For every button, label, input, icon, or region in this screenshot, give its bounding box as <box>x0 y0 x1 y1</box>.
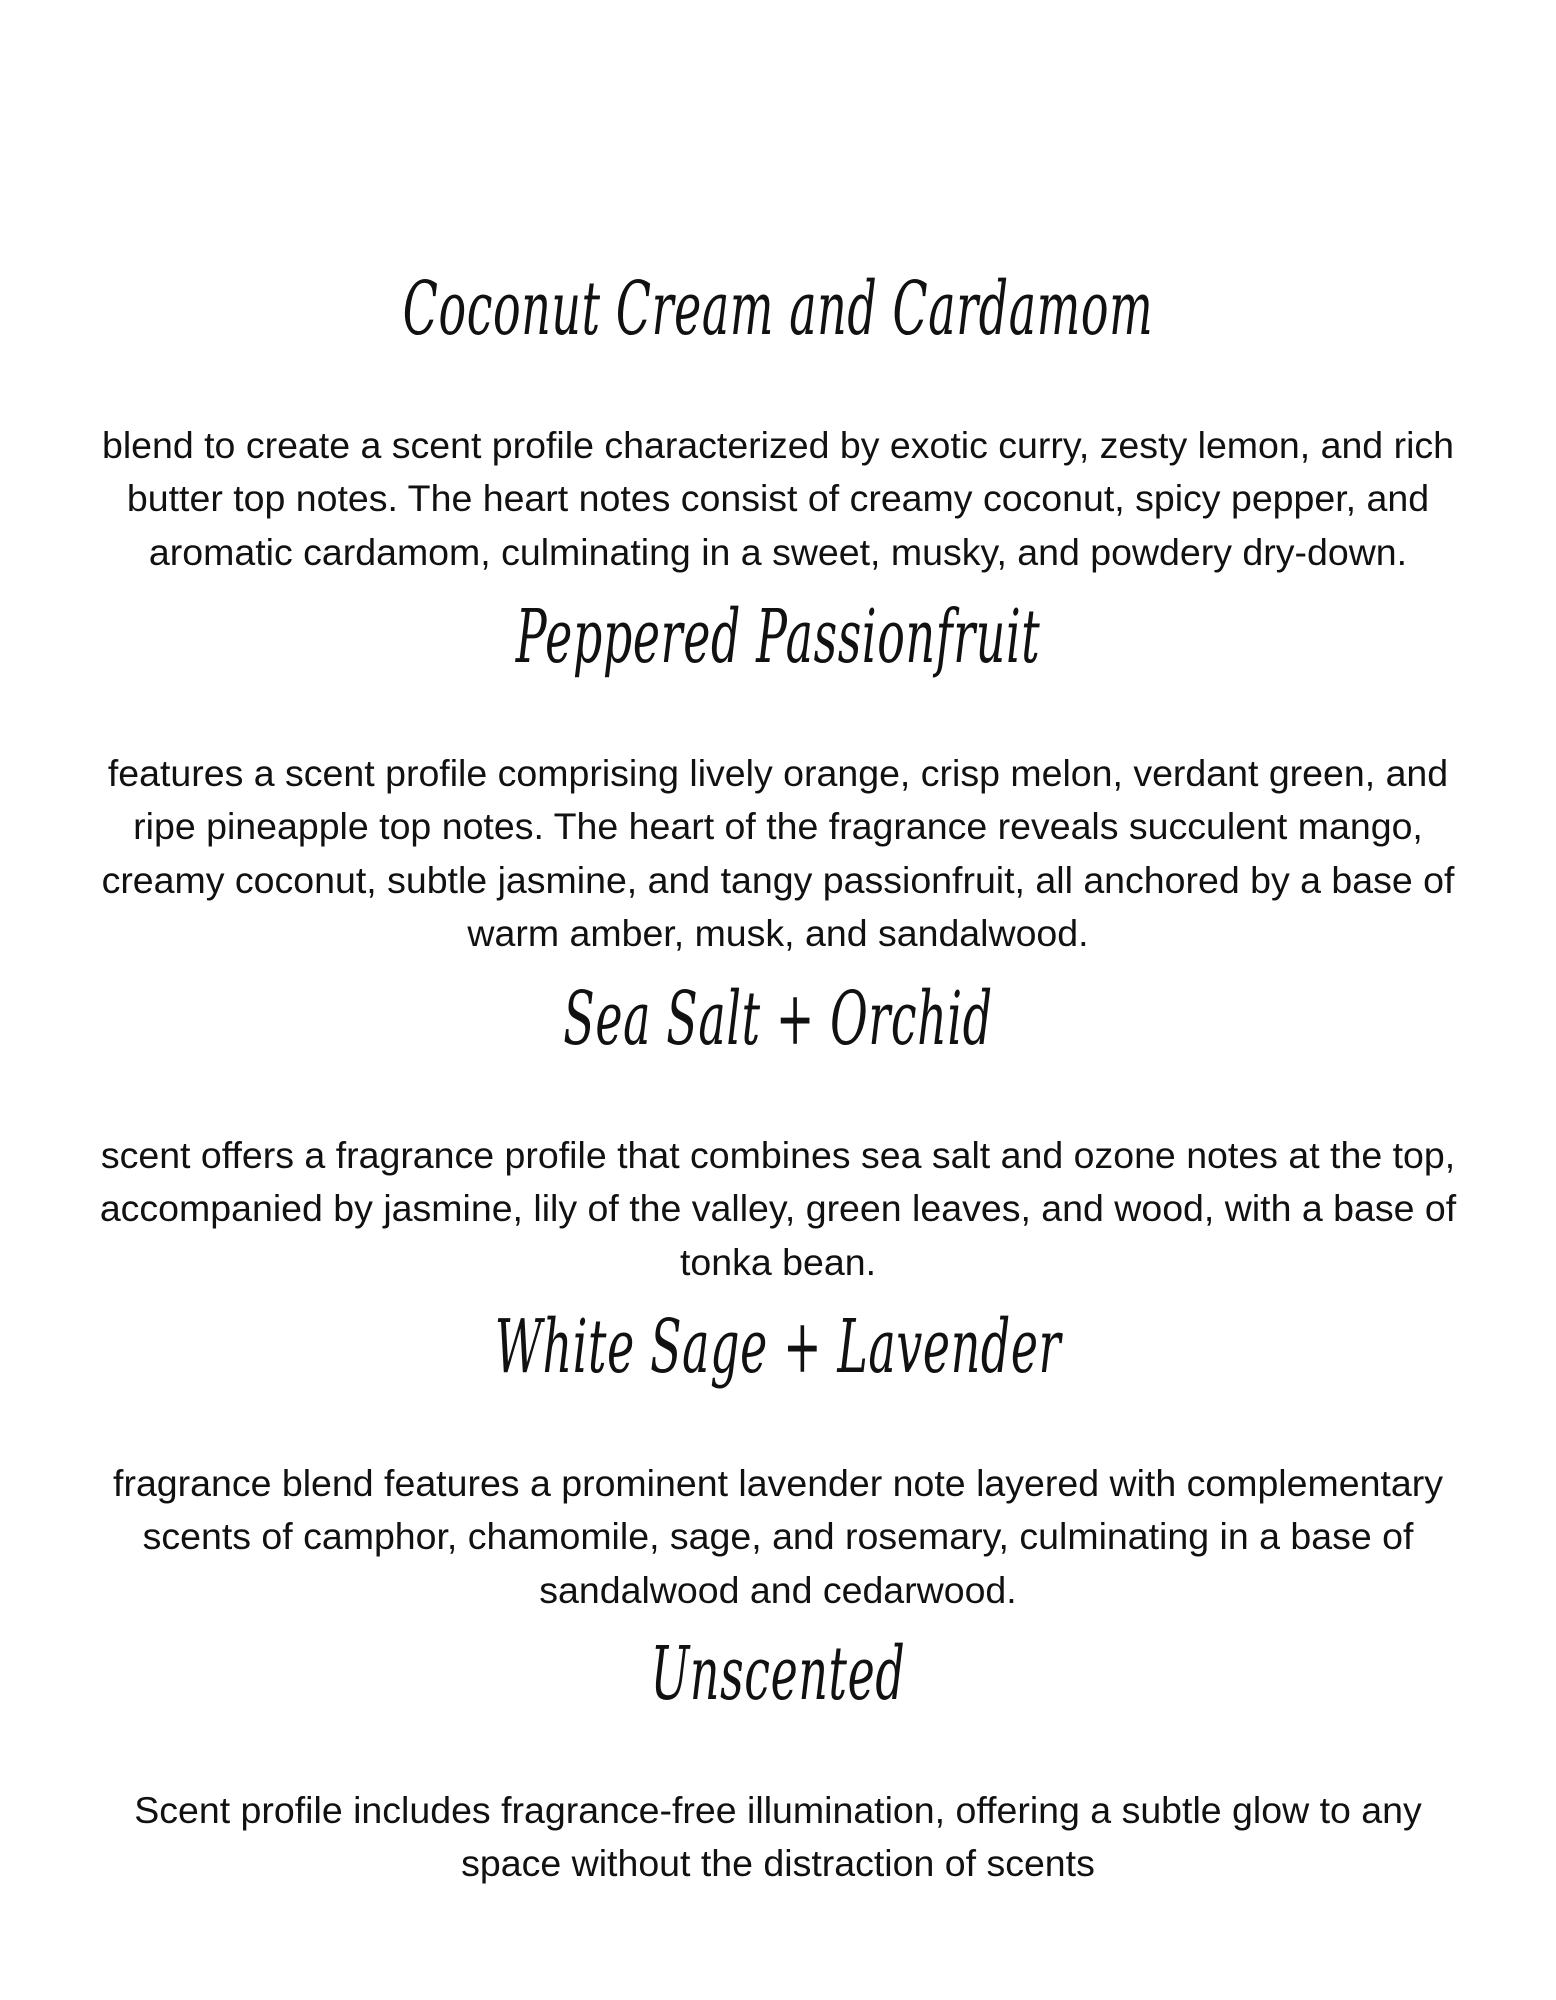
scent-description: fragrance blend features a prominent lavender note layered with complementary scents of camphor, chamomile, sage, and rosemary, culminating in a base of sandalwood and cedarwood. <box>113 1461 1443 1611</box>
scent-description: scent offers a fragrance profile that combines sea salt and ozone notes at the top, accompanied by jasmine, lily of the valley, green leaves, and wood, with a base of tonka bean. <box>99 1133 1457 1283</box>
scent-title: Sea Salt + Orchid <box>563 976 993 1063</box>
scent-section-sea-salt-orchid <box>0 910 1556 1289</box>
scent-title: Unscented <box>650 1631 906 1718</box>
scent-section-coconut-cream-cardamom <box>0 200 1556 579</box>
scent-title: Peppered Passionfruit <box>515 594 1041 681</box>
scent-section-unscented <box>0 1565 1556 1891</box>
scent-section-white-sage-lavender <box>0 1238 1556 1617</box>
scent-section-peppered-passionfruit <box>0 528 1556 961</box>
scent-description: blend to create a scent profile characterized by exotic curry, zesty lemon, and rich butter top notes. The heart notes consist of creamy coconut, spicy pepper, and aromatic cardamom, culminating in a sweet, musky, and powdery dry-down. <box>101 423 1455 573</box>
scent-title: White Sage + Lavender <box>494 1304 1062 1391</box>
scent-title: Coconut Cream and Cardamom <box>402 266 1154 353</box>
scent-description: features a scent profile comprising lively orange, crisp melon, verdant green, and ripe pineapple top notes. The heart of the fragrance reveals succulent mango, creamy coconut, subtle jasmine, and tangy passionfruit, all anchored by a base of warm amber, musk, and sandalwood. <box>101 751 1455 955</box>
scent-description: Scent profile includes fragrance-free illumination, offering a subtle glow to any space without the distraction of scents <box>134 1788 1422 1885</box>
